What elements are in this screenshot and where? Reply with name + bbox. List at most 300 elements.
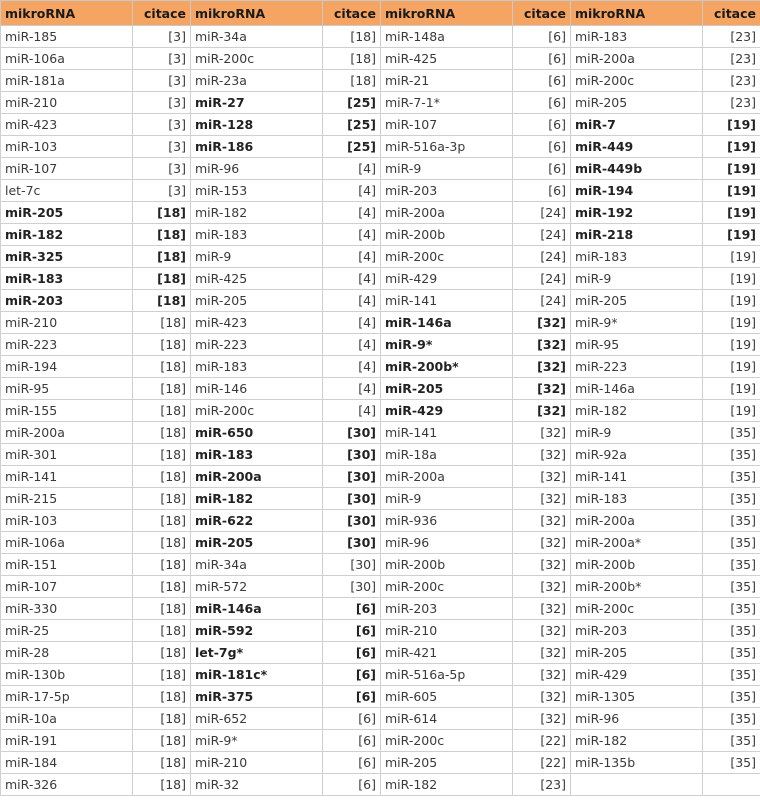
citation-cell: [30]: [323, 466, 381, 488]
mirna-cell: miR-325: [1, 246, 133, 268]
mirna-cell: miR-375: [191, 686, 323, 708]
table-row: [1, 422, 760, 444]
mirna-cell: miR-200c: [381, 576, 513, 598]
citation-cell: [18]: [133, 444, 191, 466]
mirna-cell: miR-936: [381, 510, 513, 532]
mirna-cell: miR-605: [381, 686, 513, 708]
table-row: [1, 774, 760, 796]
citation-cell: [6]: [323, 730, 381, 752]
citation-cell: [23]: [513, 774, 571, 796]
mirna-cell: miR-205: [381, 752, 513, 774]
mirna-cell: miR-18a: [381, 444, 513, 466]
citation-cell: [3]: [133, 26, 191, 48]
citation-cell: [19]: [703, 378, 760, 400]
citation-cell: [6]: [323, 598, 381, 620]
mirna-cell: miR-146a: [381, 312, 513, 334]
citation-cell: [19]: [703, 180, 760, 202]
mirna-cell: miR-181a: [1, 70, 133, 92]
mirna-cell: miR-210: [191, 752, 323, 774]
mirna-cell: miR-21: [381, 70, 513, 92]
mirna-cell: miR-9: [191, 246, 323, 268]
mirna-cell: miR-200c: [191, 48, 323, 70]
citation-cell: [6]: [513, 48, 571, 70]
mirna-cell: miR-200b: [571, 554, 703, 576]
citation-cell: [35]: [703, 576, 760, 598]
citation-cell: [23]: [703, 92, 760, 114]
citation-cell: [6]: [323, 708, 381, 730]
mirna-cell: miR-17-5p: [1, 686, 133, 708]
mirna-cell: miR-194: [1, 356, 133, 378]
citation-cell: [18]: [323, 48, 381, 70]
mirna-cell: miR-141: [571, 466, 703, 488]
mirna-cell: miR-301: [1, 444, 133, 466]
mirna-cell: miR-223: [571, 356, 703, 378]
citation-cell: [4]: [323, 180, 381, 202]
citation-cell: [18]: [133, 202, 191, 224]
mirna-cell: miR-27: [191, 92, 323, 114]
citation-cell: [30]: [323, 510, 381, 532]
citation-cell: [18]: [133, 532, 191, 554]
table-row: [1, 92, 760, 114]
citation-cell: [23]: [703, 48, 760, 70]
mirna-cell: miR-153: [191, 180, 323, 202]
citation-cell: [35]: [703, 510, 760, 532]
mirna-cell: miR-218: [571, 224, 703, 246]
mirna-cell: miR-183: [191, 444, 323, 466]
citation-cell: [35]: [703, 686, 760, 708]
table-row: [1, 730, 760, 752]
mirna-cell: miR-200a*: [571, 532, 703, 554]
table-row: [1, 114, 760, 136]
mirna-cell: miR-146: [191, 378, 323, 400]
mirna-cell: miR-182: [191, 202, 323, 224]
mirna-cell: miR-200a: [381, 202, 513, 224]
citation-cell: [32]: [513, 554, 571, 576]
citation-cell: [6]: [323, 752, 381, 774]
mirna-cell: miR-423: [191, 312, 323, 334]
citation-cell: [32]: [513, 664, 571, 686]
header-citace: citace: [133, 1, 191, 26]
citation-cell: [18]: [133, 400, 191, 422]
citation-cell: [4]: [323, 290, 381, 312]
mirna-cell: miR-330: [1, 598, 133, 620]
mirna-cell: miR-182: [191, 488, 323, 510]
mirna-cell: miR-200c: [571, 70, 703, 92]
citation-cell: [703, 774, 760, 796]
citation-cell: [25]: [323, 114, 381, 136]
mirna-cell: miR-23a: [191, 70, 323, 92]
citation-cell: [23]: [703, 26, 760, 48]
mirna-cell: miR-1305: [571, 686, 703, 708]
table-row: [1, 224, 760, 246]
citation-cell: [30]: [323, 532, 381, 554]
citation-cell: [18]: [133, 356, 191, 378]
citation-cell: [4]: [323, 334, 381, 356]
mirna-cell: miR-151: [1, 554, 133, 576]
citation-cell: [18]: [133, 598, 191, 620]
citation-cell: [19]: [703, 158, 760, 180]
citation-cell: [35]: [703, 444, 760, 466]
mirna-cell: miR-210: [1, 312, 133, 334]
citation-cell: [23]: [703, 70, 760, 92]
mirna-cell: miR-205: [571, 92, 703, 114]
table-row: [1, 708, 760, 730]
mirna-cell: miR-223: [191, 334, 323, 356]
citation-cell: [18]: [133, 642, 191, 664]
citation-cell: [4]: [323, 356, 381, 378]
mirna-cell: miR-155: [1, 400, 133, 422]
mirna-cell: miR-32: [191, 774, 323, 796]
mirna-cell: let-7g*: [191, 642, 323, 664]
mirna-cell: miR-9: [381, 158, 513, 180]
mirna-cell: miR-200c: [381, 246, 513, 268]
mirna-cell: miR-146a: [191, 598, 323, 620]
citation-cell: [4]: [323, 246, 381, 268]
mirna-cell: miR-183: [191, 356, 323, 378]
mirna-cell: miR-107: [1, 576, 133, 598]
mirna-cell: miR-128: [191, 114, 323, 136]
citation-cell: [32]: [513, 334, 571, 356]
citation-cell: [32]: [513, 378, 571, 400]
citation-cell: [35]: [703, 620, 760, 642]
mirna-cell: miR-203: [381, 598, 513, 620]
mirna-cell: miR-205: [191, 290, 323, 312]
citation-cell: [32]: [513, 488, 571, 510]
citation-cell: [18]: [133, 554, 191, 576]
citation-cell: [19]: [703, 334, 760, 356]
citation-cell: [18]: [133, 290, 191, 312]
citation-cell: [30]: [323, 576, 381, 598]
mirna-cell: miR-186: [191, 136, 323, 158]
citation-cell: [4]: [323, 312, 381, 334]
citation-cell: [30]: [323, 444, 381, 466]
mirna-cell: miR-106a: [1, 532, 133, 554]
mirna-cell: miR-182: [571, 400, 703, 422]
citation-cell: [19]: [703, 290, 760, 312]
mirna-cell: miR-622: [191, 510, 323, 532]
table-row: [1, 488, 760, 510]
header-citace: citace: [323, 1, 381, 26]
table-row: [1, 598, 760, 620]
citation-cell: [3]: [133, 136, 191, 158]
citation-cell: [18]: [133, 246, 191, 268]
table-row: [1, 510, 760, 532]
citation-cell: [6]: [513, 92, 571, 114]
table-row: [1, 268, 760, 290]
table-row: [1, 290, 760, 312]
mirna-cell: miR-429: [571, 664, 703, 686]
mirna-cell: miR-200b*: [381, 356, 513, 378]
mirna-cell: miR-200a: [191, 466, 323, 488]
citation-cell: [35]: [703, 598, 760, 620]
mirna-cell: miR-194: [571, 180, 703, 202]
citation-cell: [35]: [703, 642, 760, 664]
mirna-cell: miR-449b: [571, 158, 703, 180]
mirna-cell: miR-135b: [571, 752, 703, 774]
table-row: [1, 532, 760, 554]
mirna-cell: miR-9: [571, 422, 703, 444]
mirna-cell: miR-103: [1, 510, 133, 532]
citation-cell: [6]: [513, 26, 571, 48]
citation-cell: [25]: [323, 92, 381, 114]
mirna-cell: miR-182: [381, 774, 513, 796]
mirna-cell: miR-200c: [191, 400, 323, 422]
citation-cell: [24]: [513, 202, 571, 224]
citation-cell: [6]: [513, 136, 571, 158]
mirna-cell: miR-326: [1, 774, 133, 796]
mirna-cell: miR-425: [381, 48, 513, 70]
mirna-cell: miR-7-1*: [381, 92, 513, 114]
citation-cell: [19]: [703, 202, 760, 224]
citation-cell: [32]: [513, 708, 571, 730]
mirna-cell: miR-205: [381, 378, 513, 400]
citation-cell: [24]: [513, 268, 571, 290]
mirna-cell: miR-25: [1, 620, 133, 642]
citation-cell: [32]: [513, 466, 571, 488]
mirna-cell: miR-95: [1, 378, 133, 400]
citation-cell: [3]: [133, 92, 191, 114]
header-mikrorna: mikroRNA: [191, 1, 323, 26]
citation-cell: [19]: [703, 224, 760, 246]
mirna-cell: miR-421: [381, 642, 513, 664]
citation-cell: [32]: [513, 576, 571, 598]
mirna-cell: miR-183: [1, 268, 133, 290]
mirna-cell: miR-592: [191, 620, 323, 642]
mirna-cell: let-7c: [1, 180, 133, 202]
table-row: [1, 686, 760, 708]
mirna-cell: miR-9*: [381, 334, 513, 356]
mirna-cell: miR-7: [571, 114, 703, 136]
mirna-cell: miR-181c*: [191, 664, 323, 686]
mirna-cell: miR-429: [381, 268, 513, 290]
citation-cell: [35]: [703, 752, 760, 774]
citation-cell: [32]: [513, 532, 571, 554]
mirna-cell: miR-184: [1, 752, 133, 774]
citation-cell: [19]: [703, 268, 760, 290]
citation-cell: [4]: [323, 268, 381, 290]
mirna-cell: miR-141: [1, 466, 133, 488]
citation-cell: [18]: [133, 686, 191, 708]
citation-cell: [19]: [703, 136, 760, 158]
citation-cell: [6]: [513, 70, 571, 92]
table-row: [1, 202, 760, 224]
mirna-cell: miR-192: [571, 202, 703, 224]
citation-cell: [19]: [703, 246, 760, 268]
citation-cell: [22]: [513, 730, 571, 752]
citation-cell: [6]: [323, 664, 381, 686]
table-row: [1, 334, 760, 356]
table-row: [1, 466, 760, 488]
mirna-cell: miR-203: [1, 290, 133, 312]
mirna-cell: miR-148a: [381, 26, 513, 48]
mirna-cell: miR-34a: [191, 26, 323, 48]
mirna-cell: miR-92a: [571, 444, 703, 466]
citation-cell: [24]: [513, 246, 571, 268]
mirna-cell: miR-107: [381, 114, 513, 136]
citation-cell: [4]: [323, 224, 381, 246]
citation-cell: [18]: [133, 334, 191, 356]
mirna-cell: miR-9: [381, 488, 513, 510]
mirna-cell: miR-205: [571, 290, 703, 312]
mirna-cell: miR-200a: [381, 466, 513, 488]
mirna-cell: miR-203: [571, 620, 703, 642]
mirna-cell: miR-185: [1, 26, 133, 48]
citation-cell: [3]: [133, 158, 191, 180]
citation-cell: [6]: [323, 642, 381, 664]
mirna-cell: miR-215: [1, 488, 133, 510]
mirna-cell: miR-182: [571, 730, 703, 752]
table-row: [1, 158, 760, 180]
citation-cell: [32]: [513, 598, 571, 620]
mirna-cell: miR-183: [571, 26, 703, 48]
citation-cell: [32]: [513, 400, 571, 422]
citation-cell: [19]: [703, 356, 760, 378]
mirna-cell: miR-200b*: [571, 576, 703, 598]
citation-cell: [18]: [133, 620, 191, 642]
citation-cell: [32]: [513, 620, 571, 642]
citation-cell: [32]: [513, 686, 571, 708]
citation-cell: [4]: [323, 158, 381, 180]
citation-cell: [19]: [703, 114, 760, 136]
mirna-cell: miR-449: [571, 136, 703, 158]
mirna-cell: miR-183: [571, 246, 703, 268]
citation-cell: [3]: [133, 48, 191, 70]
table-row: [1, 48, 760, 70]
mirna-cell: miR-103: [1, 136, 133, 158]
mirna-cell: miR-200a: [571, 510, 703, 532]
mirna-cell: miR-183: [191, 224, 323, 246]
table-row: [1, 26, 760, 48]
mirna-cell: miR-146a: [571, 378, 703, 400]
citation-cell: [3]: [133, 70, 191, 92]
mirna-cell: miR-200a: [571, 48, 703, 70]
citation-cell: [4]: [323, 378, 381, 400]
header-mikrorna: mikroRNA: [571, 1, 703, 26]
mirna-cell: miR-191: [1, 730, 133, 752]
citation-cell: [18]: [323, 26, 381, 48]
citation-cell: [6]: [323, 686, 381, 708]
table-row: [1, 180, 760, 202]
mirna-cell: miR-650: [191, 422, 323, 444]
mirna-cell: miR-210: [381, 620, 513, 642]
mirna-cell: miR-96: [191, 158, 323, 180]
citation-cell: [18]: [133, 312, 191, 334]
citation-cell: [24]: [513, 290, 571, 312]
mirna-cell: miR-200a: [1, 422, 133, 444]
mirna-cell: miR-9: [571, 268, 703, 290]
table-body: [1, 26, 760, 796]
citation-cell: [4]: [323, 202, 381, 224]
citation-cell: [32]: [513, 422, 571, 444]
header-row: [1, 1, 760, 26]
mirna-cell: miR-183: [571, 488, 703, 510]
mirna-cell: miR-614: [381, 708, 513, 730]
mirna-cell: miR-516a-3p: [381, 136, 513, 158]
table-row: [1, 620, 760, 642]
mirna-cell: miR-96: [571, 708, 703, 730]
mirna-cell: miR-210: [1, 92, 133, 114]
citation-cell: [4]: [323, 400, 381, 422]
table-row: [1, 554, 760, 576]
header-mikrorna: mikroRNA: [381, 1, 513, 26]
citation-cell: [18]: [133, 730, 191, 752]
mirna-cell: miR-130b: [1, 664, 133, 686]
citation-cell: [6]: [513, 114, 571, 136]
table-row: [1, 576, 760, 598]
mirna-cell: miR-200c: [571, 598, 703, 620]
citation-cell: [18]: [133, 488, 191, 510]
citation-cell: [6]: [513, 180, 571, 202]
mirna-cell: miR-96: [381, 532, 513, 554]
citation-cell: [35]: [703, 466, 760, 488]
citation-cell: [24]: [513, 224, 571, 246]
mirna-cell: miR-200c: [381, 730, 513, 752]
header-citace: citace: [513, 1, 571, 26]
citation-cell: [35]: [703, 708, 760, 730]
table-row: [1, 246, 760, 268]
citation-cell: [30]: [323, 554, 381, 576]
mirna-cell: miR-205: [571, 642, 703, 664]
mirna-cell: miR-429: [381, 400, 513, 422]
table-row: [1, 378, 760, 400]
citation-cell: [35]: [703, 422, 760, 444]
mirna-cell: miR-652: [191, 708, 323, 730]
mirna-cell: miR-205: [191, 532, 323, 554]
citation-cell: [18]: [133, 752, 191, 774]
mirna-cell: miR-9*: [571, 312, 703, 334]
citation-cell: [19]: [703, 312, 760, 334]
citation-cell: [18]: [133, 510, 191, 532]
citation-cell: [30]: [323, 488, 381, 510]
table-row: [1, 642, 760, 664]
table-row: [1, 752, 760, 774]
mirna-cell: miR-516a-5p: [381, 664, 513, 686]
citation-cell: [18]: [133, 664, 191, 686]
mirna-cell: miR-200b: [381, 224, 513, 246]
mirna-cell: miR-10a: [1, 708, 133, 730]
mirna-cell: miR-182: [1, 224, 133, 246]
citation-cell: [35]: [703, 730, 760, 752]
mirna-cell: miR-106a: [1, 48, 133, 70]
citation-cell: [18]: [133, 422, 191, 444]
mirna-cell: miR-572: [191, 576, 323, 598]
mirna-cell: miR-34a: [191, 554, 323, 576]
mirna-cell: miR-141: [381, 290, 513, 312]
citation-cell: [18]: [133, 224, 191, 246]
citation-cell: [32]: [513, 642, 571, 664]
citation-cell: [18]: [133, 268, 191, 290]
header-citace: citace: [703, 1, 760, 26]
citation-cell: [30]: [323, 422, 381, 444]
citation-cell: [18]: [133, 378, 191, 400]
citation-cell: [3]: [133, 114, 191, 136]
citation-cell: [35]: [703, 664, 760, 686]
citation-cell: [32]: [513, 312, 571, 334]
mirna-cell: miR-425: [191, 268, 323, 290]
table-row: [1, 312, 760, 334]
citation-cell: [35]: [703, 532, 760, 554]
citation-cell: [19]: [703, 400, 760, 422]
mirna-cell: miR-223: [1, 334, 133, 356]
citation-cell: [25]: [323, 136, 381, 158]
mirna-cell: miR-107: [1, 158, 133, 180]
mirna-cell: [571, 774, 703, 796]
table-row: [1, 70, 760, 92]
citation-cell: [22]: [513, 752, 571, 774]
citation-cell: [18]: [133, 466, 191, 488]
mirna-cell: miR-28: [1, 642, 133, 664]
table-row: [1, 444, 760, 466]
